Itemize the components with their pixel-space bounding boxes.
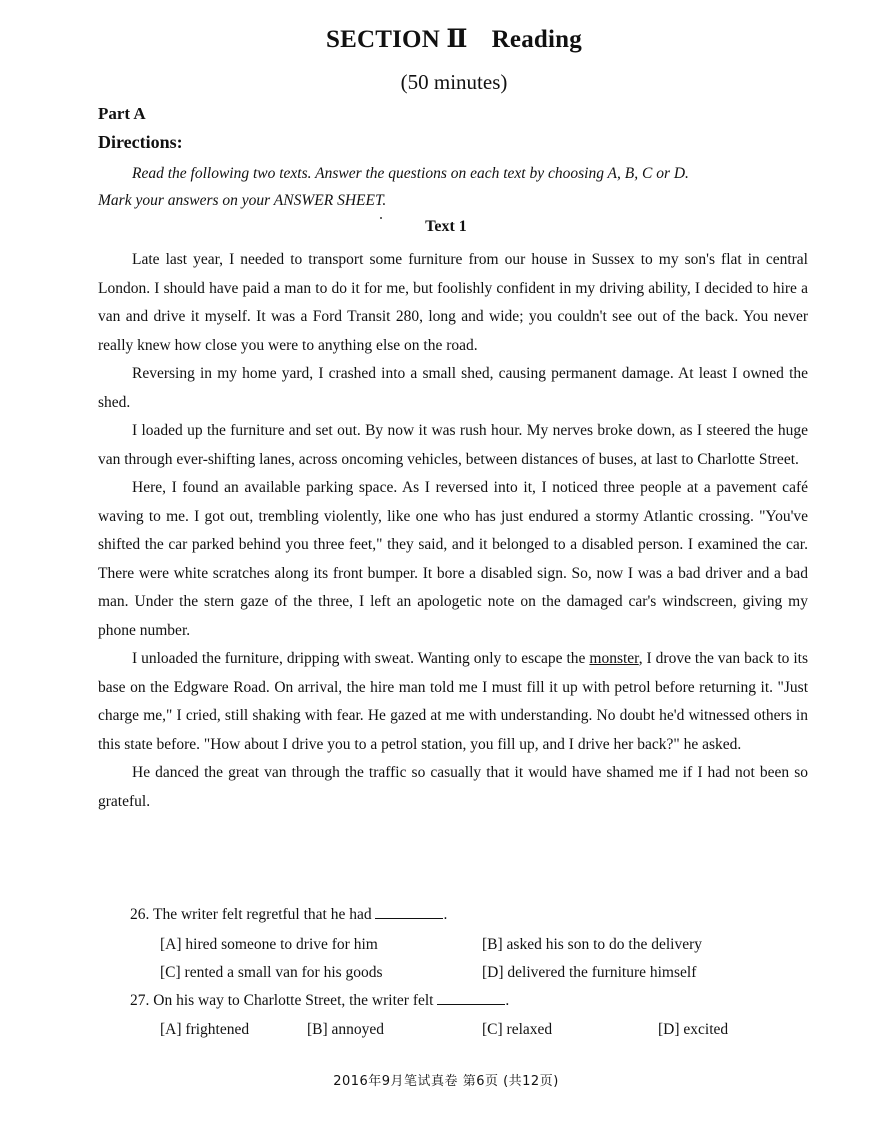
passage-paragraph <box>98 645 808 759</box>
passage-paragraph: Here, I found an available parking space. As I reversed into it, I noticed three people at a pavement café waving to me. I got out, trembling violently, like one who has just endured a stormy Atlantic crossing. "You've shifted the car parked behind you three feet," they said, and it belonged to a disabled person. I examined the car. There were white scratches along its front bumper. It bore a disabled sign. So, now I was a bad driver and a bad man. Under the stern gaze of the three, I left an apologetic note on the damaged car's windscreen, giving my phone number. <box>98 479 808 639</box>
answer-blank <box>375 908 443 919</box>
option-26-b[interactable] <box>482 936 702 954</box>
option-text: annoyed <box>331 1021 385 1038</box>
section-title <box>0 24 892 54</box>
option-27-b[interactable] <box>307 1021 384 1039</box>
page-footer: 2016年9月笔试真卷 第6页 (共12页) <box>333 1074 559 1089</box>
part-label: Part A <box>98 104 146 123</box>
directions-line-1: Read the following two texts. Answer the questions on each text by choosing A, B, C or D. <box>132 165 689 182</box>
option-26-a[interactable] <box>160 936 378 954</box>
option-text: delivered the furniture himself <box>507 964 697 981</box>
directions-text <box>98 160 808 214</box>
option-label: [B] <box>482 936 503 953</box>
option-text: asked his son to do the delivery <box>506 936 702 953</box>
option-label: [D] <box>482 964 504 981</box>
underlined-word: monster <box>589 650 639 667</box>
question-stem: The writer felt regretful that he had <box>152 906 372 923</box>
passage-paragraph: He danced the great van through the traffic so casually that it would have shamed me if I had not been so grateful. <box>98 764 808 810</box>
option-label: [C] <box>482 1021 503 1038</box>
question-27 <box>130 992 509 1010</box>
option-label: [B] <box>307 1021 328 1038</box>
option-label: [C] <box>160 964 181 981</box>
section-label: SECTION Ⅱ <box>326 26 468 53</box>
option-26-c[interactable] <box>160 964 383 982</box>
question-end: . <box>443 906 448 923</box>
duration-label: (50 minutes) <box>400 70 508 94</box>
question-end: . <box>505 992 510 1009</box>
passage-paragraph: Late last year, I needed to transport some furniture from our house in Sussex to my son's flat in central London. I should have paid a man to do it for me, but foolishly confident in my driving ability, I decided to hire a van and drive it myself. It was a Ford Transit 280, long and wide; you couldn't see out of the back. You never really knew how close you were to anything else on the road. <box>98 251 808 354</box>
option-text: frightened <box>185 1021 250 1038</box>
directions-line-2: Mark your answers on your ANSWER SHEET. <box>98 192 387 209</box>
option-27-c[interactable] <box>482 1021 552 1039</box>
reading-passage <box>98 246 808 816</box>
option-26-d[interactable] <box>482 964 696 982</box>
text-heading: Text 1 <box>425 218 467 235</box>
option-text: excited <box>683 1021 729 1038</box>
subject-label: Reading <box>491 26 582 53</box>
option-27-d[interactable] <box>658 1021 728 1039</box>
option-text: rented a small van for his goods <box>184 964 383 981</box>
passage-paragraph: Reversing in my home yard, I crashed into a small shed, causing permanent damage. At least I owned the shed. <box>98 365 808 411</box>
passage-text: , I drove the van back to its base on the Edgware Road. On arrival, the hire man told me I must fill it up with petrol before returning it. "Just charge me," I cried, still shaking with fear. He gazed at me with understanding. No doubt he'd witnessed others in this state before. "How about I drive you to a petrol station, you fill up, and I drive her back?" he asked. <box>98 650 808 753</box>
passage-text: I unloaded the furniture, dripping with sweat. Wanting only to escape the <box>132 650 590 667</box>
question-26 <box>130 906 447 924</box>
directions-label: Directions: <box>98 132 183 152</box>
option-text: hired someone to drive for him <box>185 936 378 953</box>
question-stem: On his way to Charlotte Street, the writer felt <box>153 992 434 1009</box>
question-number: 27. <box>130 992 150 1009</box>
passage-paragraph: I loaded up the furniture and set out. By now it was rush hour. My nerves broke down, as I steered the huge van through ever-shifting lanes, across oncoming vehicles, between distances of buses, at last to Charlotte Street. <box>98 422 808 468</box>
option-label: [A] <box>160 1021 182 1038</box>
option-text: relaxed <box>506 1021 553 1038</box>
option-label: [A] <box>160 936 182 953</box>
answer-blank <box>437 994 505 1005</box>
question-number: 26. <box>130 906 150 923</box>
option-label: [D] <box>658 1021 680 1038</box>
option-27-a[interactable] <box>160 1021 249 1039</box>
